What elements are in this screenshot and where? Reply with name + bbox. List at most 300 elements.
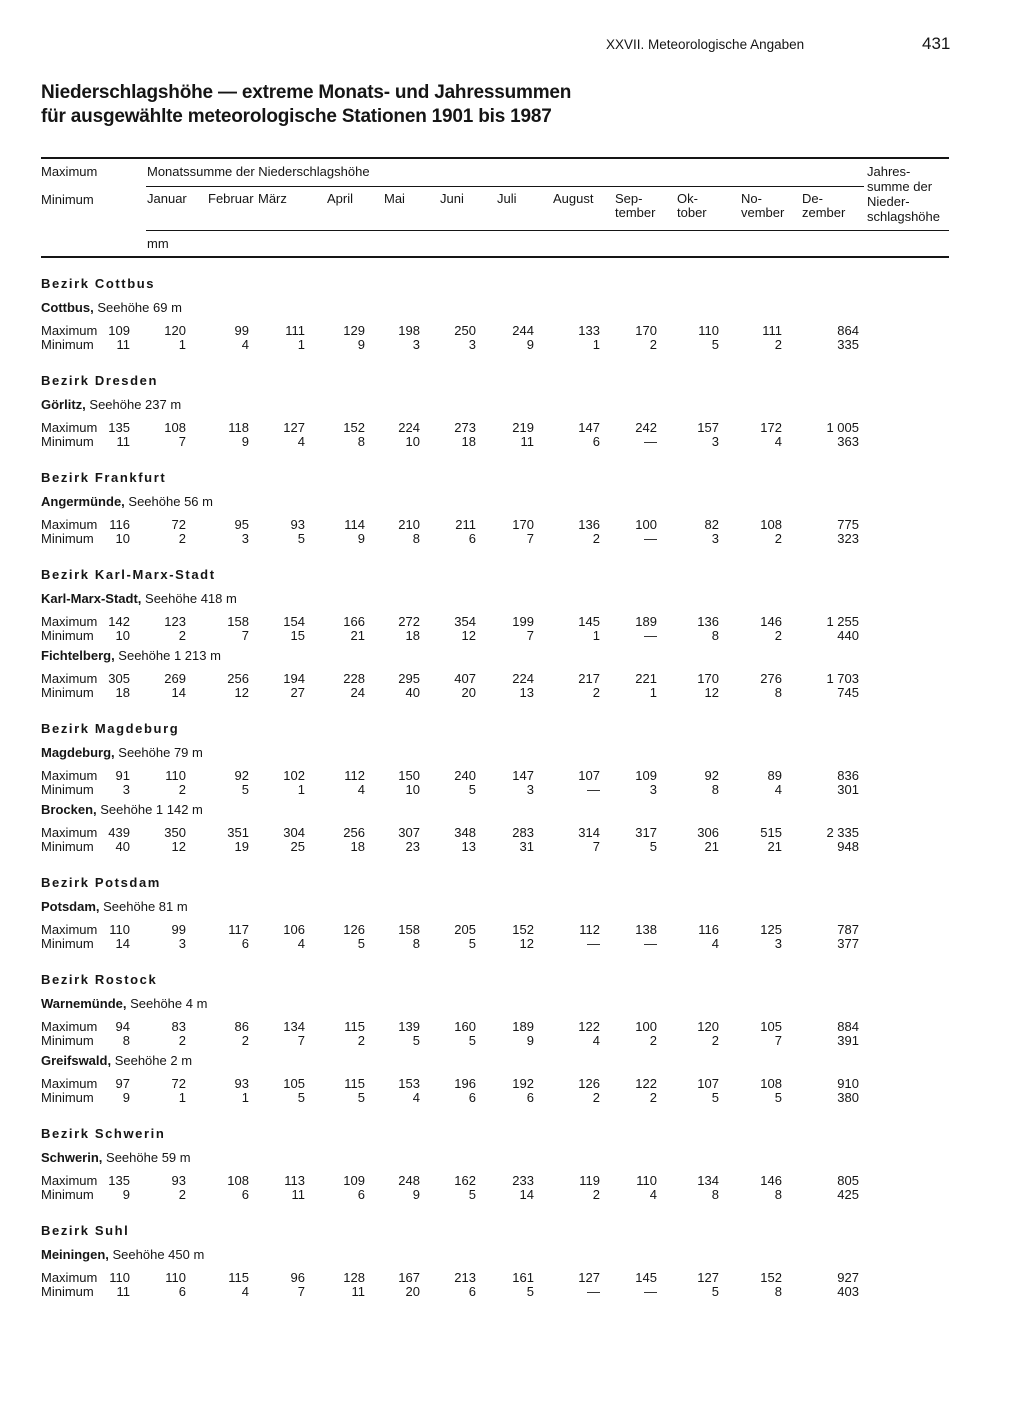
- station-elevation: Seehöhe 81 m: [99, 899, 188, 914]
- cell-februar: 3: [178, 936, 186, 951]
- cell-februar: 110: [165, 768, 186, 783]
- cell-maerz: 115: [228, 1270, 249, 1285]
- row-minimum: [41, 937, 949, 951]
- station-heading: [41, 1247, 204, 1262]
- cell-september: 4: [592, 1033, 600, 1048]
- row-label: Maximum: [41, 1270, 98, 1285]
- cell-juni: 295: [398, 671, 420, 686]
- station-elevation: Seehöhe 56 m: [124, 494, 213, 509]
- month-header-oktober: Ok- tober: [677, 191, 707, 220]
- cell-oktober: 1: [649, 685, 657, 700]
- cell-mai: 112: [344, 768, 365, 783]
- cell-november: 306: [697, 825, 719, 840]
- unit-label: mm: [147, 236, 169, 251]
- row-minimum: [41, 686, 949, 700]
- cell-maerz: 256: [227, 671, 249, 686]
- cell-august: 5: [526, 1284, 534, 1299]
- station-name: Potsdam,: [41, 899, 100, 914]
- row-minimum: [41, 1091, 949, 1105]
- station-elevation: Seehöhe 1 213 m: [114, 648, 221, 663]
- cell-juli: 213: [454, 1270, 476, 1285]
- cell-oktober: —: [644, 936, 657, 951]
- cell-november: 127: [697, 1270, 719, 1285]
- cell-maerz: 12: [234, 685, 249, 700]
- cell-annual: 787: [837, 922, 859, 937]
- cell-august: 7: [526, 531, 534, 546]
- cell-annual: 403: [837, 1284, 859, 1299]
- bezirk-heading: Bezirk Frankfurt: [41, 470, 167, 485]
- cell-januar: 11: [116, 1284, 130, 1299]
- cell-mai: 2: [357, 1033, 365, 1048]
- bezirk-heading: Bezirk Rostock: [41, 972, 158, 987]
- page-header: [0, 34, 1024, 54]
- month-header-juli: Juli: [497, 191, 517, 206]
- cell-oktober: 110: [636, 1173, 657, 1188]
- cell-januar: 8: [122, 1033, 130, 1048]
- cell-april: 304: [283, 825, 305, 840]
- cell-mai: 8: [357, 434, 365, 449]
- cell-august: 224: [512, 671, 534, 686]
- cell-april: 194: [283, 671, 305, 686]
- cell-september: 126: [578, 1076, 600, 1091]
- cell-februar: 1: [178, 1090, 186, 1105]
- station-heading: [41, 300, 182, 315]
- cell-dezember: 152: [760, 1270, 782, 1285]
- cell-november: 3: [711, 434, 719, 449]
- cell-oktober: —: [644, 531, 657, 546]
- cell-september: 107: [578, 768, 600, 783]
- cell-annual: 380: [837, 1090, 859, 1105]
- cell-dezember: 21: [767, 839, 782, 854]
- cell-dezember: 5: [774, 1090, 782, 1105]
- cell-mai: 114: [344, 517, 365, 532]
- bezirk-heading: Bezirk Magdeburg: [41, 721, 180, 736]
- cell-oktober: 109: [635, 768, 657, 783]
- cell-april: 154: [283, 614, 305, 629]
- stub-minimum: Minimum: [41, 192, 94, 207]
- station-heading: [41, 591, 237, 606]
- cell-juni: 40: [405, 685, 420, 700]
- cell-februar: 12: [171, 839, 186, 854]
- cell-januar: 110: [109, 1270, 130, 1285]
- station-elevation: Seehöhe 1 142 m: [96, 802, 203, 817]
- cell-annual: 1 703: [826, 671, 859, 686]
- cell-juli: 3: [468, 337, 476, 352]
- cell-november: 5: [711, 1284, 719, 1299]
- cell-april: 7: [297, 1284, 305, 1299]
- cell-juni: 198: [398, 323, 420, 338]
- cell-september: 1: [592, 628, 600, 643]
- station-name: Karl-Marx-Stadt,: [41, 591, 142, 606]
- cell-januar: 11: [116, 337, 130, 352]
- row-label: Minimum: [41, 337, 94, 352]
- cell-dezember: 4: [774, 782, 782, 797]
- cell-september: 6: [592, 434, 600, 449]
- month-header-januar: Januar: [147, 191, 187, 206]
- row-label: Minimum: [41, 434, 94, 449]
- cell-februar: 99: [171, 922, 186, 937]
- row-maximum: [41, 324, 949, 338]
- row-label: Maximum: [41, 922, 98, 937]
- cell-april: 93: [290, 517, 305, 532]
- cell-august: 9: [526, 337, 534, 352]
- station-heading: [41, 648, 221, 663]
- cell-august: 233: [512, 1173, 534, 1188]
- row-label: Maximum: [41, 768, 98, 783]
- cell-februar: 120: [164, 323, 186, 338]
- row-label: Minimum: [41, 782, 94, 797]
- cell-februar: 108: [164, 420, 186, 435]
- month-header-august: August: [553, 191, 594, 206]
- bezirk-heading: Bezirk Schwerin: [41, 1126, 166, 1141]
- cell-oktober: —: [644, 628, 657, 643]
- cell-annual: 1 005: [826, 420, 859, 435]
- header-bottom-rule: [41, 256, 949, 258]
- cell-juni: 8: [412, 531, 420, 546]
- cell-november: 3: [711, 531, 719, 546]
- row-label: Minimum: [41, 531, 94, 546]
- cell-dezember: 89: [767, 768, 782, 783]
- cell-oktober: 145: [635, 1270, 657, 1285]
- table-title: [41, 81, 571, 129]
- cell-februar: 123: [164, 614, 186, 629]
- cell-juni: 8: [412, 936, 420, 951]
- cell-juni: 5: [412, 1033, 420, 1048]
- cell-april: 5: [297, 1090, 305, 1105]
- cell-september: 133: [578, 323, 600, 338]
- month-header-dezember: De- zember: [802, 191, 846, 220]
- table-title-line-1: Niederschlagshöhe — extreme Monats- und Jahressummen: [41, 82, 572, 103]
- row-minimum: [41, 435, 949, 449]
- cell-september: 145: [578, 614, 600, 629]
- cell-april: 96: [290, 1270, 305, 1285]
- cell-maerz: 95: [234, 517, 249, 532]
- cell-januar: 110: [109, 922, 130, 937]
- cell-august: 6: [526, 1090, 534, 1105]
- cell-november: 12: [704, 685, 719, 700]
- station-elevation: Seehöhe 418 m: [141, 591, 237, 606]
- row-maximum: [41, 826, 949, 840]
- row-label: Minimum: [41, 685, 94, 700]
- station-heading: [41, 996, 207, 1011]
- annual-sum-header: Jahres- summe der Nieder- schlagshöhe: [867, 164, 940, 224]
- cell-dezember: 4: [774, 434, 782, 449]
- cell-juni: 248: [398, 1173, 420, 1188]
- station-name: Görlitz,: [41, 397, 86, 412]
- cell-maerz: 6: [241, 1187, 249, 1202]
- station-elevation: Seehöhe 69 m: [93, 300, 182, 315]
- cell-oktober: 2: [649, 337, 657, 352]
- cell-januar: 97: [115, 1076, 130, 1091]
- cell-annual: 440: [837, 628, 859, 643]
- row-maximum: [41, 769, 949, 783]
- cell-mai: 152: [343, 420, 365, 435]
- cell-juni: 307: [398, 825, 420, 840]
- cell-august: 7: [526, 628, 534, 643]
- cell-maerz: 99: [234, 323, 249, 338]
- cell-januar: 116: [109, 517, 130, 532]
- cell-november: 110: [698, 323, 719, 338]
- cell-april: 134: [283, 1019, 305, 1034]
- month-header-maerz: März: [258, 191, 287, 206]
- row-minimum: [41, 840, 949, 854]
- cell-januar: 9: [122, 1187, 130, 1202]
- cell-juli: 5: [468, 1033, 476, 1048]
- cell-dezember: 7: [774, 1033, 782, 1048]
- cell-september: 2: [592, 531, 600, 546]
- month-header-november: No- vember: [741, 191, 785, 220]
- station-name: Magdeburg,: [41, 745, 115, 760]
- cell-februar: 110: [165, 1270, 186, 1285]
- cell-november: 116: [698, 922, 719, 937]
- section-title: XXVII. Meteorologische Angaben: [606, 37, 805, 52]
- cell-september: 119: [579, 1173, 600, 1188]
- row-maximum: [41, 1174, 949, 1188]
- bezirk-heading: Bezirk Suhl: [41, 1223, 130, 1238]
- cell-oktober: 4: [649, 1187, 657, 1202]
- table-title-line-2: für ausgewählte meteorologische Stationen 1901 bis 1987: [41, 106, 552, 127]
- cell-november: 92: [704, 768, 719, 783]
- cell-januar: 18: [115, 685, 130, 700]
- cell-maerz: 3: [241, 531, 249, 546]
- cell-september: —: [587, 782, 600, 797]
- cell-mai: 18: [350, 839, 365, 854]
- cell-maerz: 7: [241, 628, 249, 643]
- cell-mai: 128: [343, 1270, 365, 1285]
- cell-juni: 10: [405, 434, 420, 449]
- station-heading: [41, 1150, 191, 1165]
- cell-juni: 23: [405, 839, 420, 854]
- row-minimum: [41, 1034, 949, 1048]
- cell-mai: 166: [343, 614, 365, 629]
- cell-maerz: 4: [241, 337, 249, 352]
- cell-november: 157: [697, 420, 719, 435]
- cell-april: 7: [297, 1033, 305, 1048]
- cell-oktober: 2: [649, 1033, 657, 1048]
- cell-maerz: 4: [241, 1284, 249, 1299]
- cell-maerz: 86: [234, 1019, 249, 1034]
- cell-september: —: [587, 936, 600, 951]
- row-minimum: [41, 338, 949, 352]
- station-elevation: Seehöhe 237 m: [85, 397, 182, 412]
- cell-februar: 2: [178, 1187, 186, 1202]
- cell-annual: 948: [837, 839, 859, 854]
- station-elevation: Seehöhe 79 m: [114, 745, 203, 760]
- cell-dezember: 105: [760, 1019, 782, 1034]
- cell-februar: 72: [171, 517, 186, 532]
- cell-februar: 14: [171, 685, 186, 700]
- cell-juli: 18: [461, 434, 476, 449]
- cell-februar: 350: [164, 825, 186, 840]
- cell-annual: 391: [837, 1033, 859, 1048]
- cell-august: 170: [512, 517, 534, 532]
- cell-juni: 3: [412, 337, 420, 352]
- cell-juni: 20: [405, 1284, 420, 1299]
- cell-november: 134: [697, 1173, 719, 1188]
- row-label: Maximum: [41, 614, 98, 629]
- cell-annual: 910: [837, 1076, 859, 1091]
- cell-maerz: 92: [234, 768, 249, 783]
- cell-mai: 11: [351, 1284, 365, 1299]
- cell-mai: 5: [357, 1090, 365, 1105]
- cell-februar: 2: [178, 1033, 186, 1048]
- cell-november: 8: [711, 628, 719, 643]
- cell-juli: 5: [468, 1187, 476, 1202]
- station-name: Fichtelberg,: [41, 648, 115, 663]
- cell-mai: 4: [357, 782, 365, 797]
- cell-januar: 10: [115, 628, 130, 643]
- cell-maerz: 118: [228, 420, 249, 435]
- cell-september: 2: [592, 685, 600, 700]
- cell-november: 107: [697, 1076, 719, 1091]
- cell-annual: 927: [837, 1270, 859, 1285]
- cell-mai: 115: [344, 1019, 365, 1034]
- row-maximum: [41, 1020, 949, 1034]
- cell-juni: 210: [398, 517, 420, 532]
- row-label: Minimum: [41, 936, 94, 951]
- cell-august: 189: [512, 1019, 534, 1034]
- cell-juni: 4: [412, 1090, 420, 1105]
- cell-juli: 6: [468, 1090, 476, 1105]
- cell-juli: 6: [468, 1284, 476, 1299]
- cell-november: 4: [711, 936, 719, 951]
- cell-november: 120: [697, 1019, 719, 1034]
- station-heading: [41, 899, 188, 914]
- cell-oktober: 221: [635, 671, 657, 686]
- cell-september: 127: [578, 1270, 600, 1285]
- cell-januar: 439: [108, 825, 130, 840]
- cell-november: 2: [711, 1033, 719, 1048]
- cell-august: 14: [519, 1187, 534, 1202]
- page-number: 431: [922, 34, 951, 53]
- column-group-rule: [146, 186, 864, 187]
- cell-juni: 150: [398, 768, 420, 783]
- cell-februar: 269: [164, 671, 186, 686]
- cell-januar: 11: [116, 434, 130, 449]
- cell-oktober: 317: [635, 825, 657, 840]
- cell-oktober: 5: [649, 839, 657, 854]
- cell-oktober: 2: [649, 1090, 657, 1105]
- cell-juni: 139: [398, 1019, 420, 1034]
- cell-februar: 83: [171, 1019, 186, 1034]
- cell-dezember: 8: [774, 1284, 782, 1299]
- cell-april: 111: [285, 323, 305, 338]
- column-group-header: Monatssumme der Niederschlagshöhe: [147, 164, 370, 179]
- cell-april: 105: [283, 1076, 305, 1091]
- cell-mai: 126: [343, 922, 365, 937]
- cell-november: 82: [704, 517, 719, 532]
- cell-januar: 91: [115, 768, 130, 783]
- cell-august: 152: [512, 922, 534, 937]
- month-header-mai: Mai: [384, 191, 405, 206]
- cell-dezember: 172: [760, 420, 782, 435]
- station-name: Meiningen,: [41, 1247, 109, 1262]
- cell-april: 25: [290, 839, 305, 854]
- cell-august: 283: [512, 825, 534, 840]
- row-minimum: [41, 1188, 949, 1202]
- cell-september: 136: [578, 517, 600, 532]
- cell-juli: 162: [454, 1173, 476, 1188]
- cell-annual: 864: [837, 323, 859, 338]
- cell-juli: 354: [454, 614, 476, 629]
- cell-maerz: 158: [227, 614, 249, 629]
- cell-mai: 6: [357, 1187, 365, 1202]
- row-label: Maximum: [41, 323, 98, 338]
- cell-juli: 20: [461, 685, 476, 700]
- cell-mai: 9: [357, 531, 365, 546]
- cell-dezember: 8: [774, 1187, 782, 1202]
- cell-januar: 3: [122, 782, 130, 797]
- cell-januar: 9: [122, 1090, 130, 1105]
- cell-annual: 301: [837, 782, 859, 797]
- row-maximum: [41, 1271, 949, 1285]
- cell-september: 2: [592, 1187, 600, 1202]
- cell-juni: 167: [398, 1270, 420, 1285]
- row-label: Minimum: [41, 1187, 94, 1202]
- cell-juli: 205: [454, 922, 476, 937]
- station-name: Cottbus,: [41, 300, 94, 315]
- cell-august: 192: [512, 1076, 534, 1091]
- cell-februar: 72: [171, 1076, 186, 1091]
- cell-april: 1: [297, 782, 305, 797]
- bezirk-heading: Bezirk Karl-Marx-Stadt: [41, 567, 216, 582]
- cell-november: 8: [711, 1187, 719, 1202]
- station-name: Schwerin,: [41, 1150, 103, 1165]
- row-minimum: [41, 783, 949, 797]
- cell-oktober: 3: [649, 782, 657, 797]
- cell-dezember: 276: [760, 671, 782, 686]
- cell-juli: 273: [454, 420, 476, 435]
- row-label: Maximum: [41, 517, 98, 532]
- row-label: Maximum: [41, 1173, 98, 1188]
- cell-april: 4: [297, 434, 305, 449]
- cell-april: 4: [297, 936, 305, 951]
- cell-august: 11: [520, 434, 534, 449]
- cell-april: 102: [283, 768, 305, 783]
- cell-juli: 6: [468, 531, 476, 546]
- cell-februar: 7: [178, 434, 186, 449]
- cell-mai: 24: [350, 685, 365, 700]
- cell-april: 27: [290, 685, 305, 700]
- row-label: Minimum: [41, 1090, 94, 1105]
- row-maximum: [41, 518, 949, 532]
- cell-november: 5: [711, 337, 719, 352]
- cell-januar: 40: [115, 839, 130, 854]
- cell-oktober: —: [644, 1284, 657, 1299]
- cell-januar: 135: [108, 420, 130, 435]
- cell-januar: 109: [108, 323, 130, 338]
- cell-november: 8: [711, 782, 719, 797]
- cell-juli: 12: [461, 628, 476, 643]
- cell-juli: 348: [454, 825, 476, 840]
- cell-dezember: 515: [760, 825, 782, 840]
- cell-mai: 5: [357, 936, 365, 951]
- month-header-april: April: [327, 191, 354, 206]
- cell-juli: 5: [468, 936, 476, 951]
- cell-oktober: 138: [635, 922, 657, 937]
- cell-september: 122: [578, 1019, 600, 1034]
- station-heading: [41, 745, 203, 760]
- cell-august: 147: [512, 768, 534, 783]
- row-label: Maximum: [41, 1019, 98, 1034]
- cell-april: 1: [297, 337, 305, 352]
- cell-februar: 1: [178, 337, 186, 352]
- station-name: Warnemünde,: [41, 996, 127, 1011]
- month-header-juni: Juni: [440, 191, 464, 206]
- cell-august: 3: [526, 782, 534, 797]
- cell-oktober: 100: [635, 517, 657, 532]
- cell-juni: 9: [412, 1187, 420, 1202]
